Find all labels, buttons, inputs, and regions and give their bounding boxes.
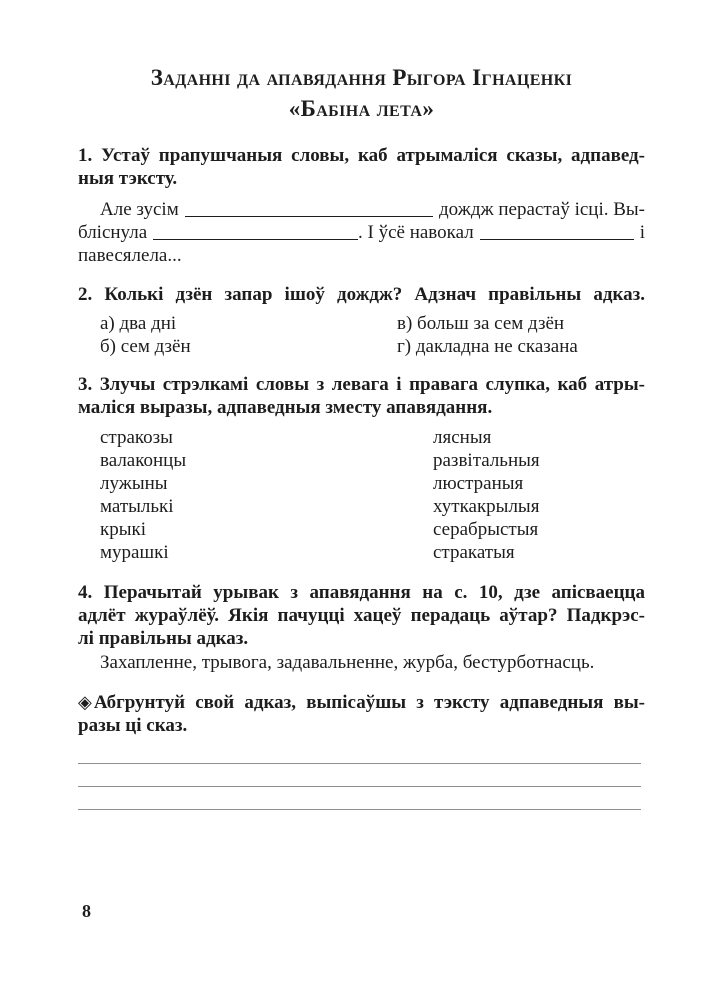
task3-heading-line2: маліся выразы, адпаведныя зместу апавядання. — [78, 397, 493, 418]
task3-right-item: хуткакрылыя — [433, 496, 540, 517]
task1-text-l2-mid: . І ўсё навокал — [358, 222, 474, 243]
task2-heading: 2. Колькі дзён запар ішоў дождж? Адзнач правільны адказ. — [78, 284, 645, 305]
task1-text-l2-end: і — [639, 222, 645, 243]
writing-line — [78, 786, 641, 787]
task1-text-l2-start: бліснула — [78, 222, 148, 243]
task3-left-column — [100, 426, 433, 564]
task3-right-column — [433, 426, 645, 564]
task3-right-item: лясныя — [433, 427, 492, 448]
task3-left-item: лужыны — [100, 473, 168, 494]
extra-task-line1 — [78, 691, 645, 714]
task3-heading-line1: 3. Злучы стрэлкамі словы з левага і правага слупка, каб атры- — [78, 374, 645, 395]
extra-task-text-line1: Абгрунтуй свой адказ, выпісаўшы з тэксту адпаведныя вы- — [93, 692, 645, 713]
page-title-line1: Заданні да апавядання Рыгора Ігнаценкі — [150, 65, 573, 90]
task4-heading-line3: лі правільны адказ. — [78, 628, 249, 649]
task3-right-item: люстраныя — [433, 473, 524, 494]
task3-left-item: крыкі — [100, 519, 147, 540]
task1-blank-2 — [153, 239, 358, 240]
task1-body-line2 — [78, 221, 645, 244]
task1-text-l1-end: дождж перастаў ісці. Вы- — [439, 199, 645, 220]
task3-heading — [78, 373, 645, 419]
task2-option-a: а) два дні — [100, 313, 177, 334]
task3-right-item: стракатыя — [433, 542, 515, 563]
task4-heading-line2: адлёт жураўлёў. Якія пачуцці хацеў перадаць аўтар? Падкрэс- — [78, 605, 645, 626]
task1-body-line1 — [78, 198, 645, 221]
task1-heading-line2: ныя тэксту. — [78, 168, 178, 189]
page-title-line2: «Бабіна лета» — [288, 96, 435, 121]
task3-left-item: мурашкі — [100, 542, 169, 563]
diamond-icon: ◈ — [78, 692, 92, 712]
task3-left-item: стракозы — [100, 427, 173, 448]
task2-option-v: в) больш за сем дзён — [397, 313, 565, 334]
task4-heading — [78, 581, 645, 650]
writing-line — [78, 809, 641, 810]
task3-right-item: развітальныя — [433, 450, 540, 471]
extra-task-heading — [78, 691, 645, 737]
task2-option-b: б) сем дзён — [100, 336, 191, 357]
task1-body-line3: павесялела... — [78, 245, 182, 266]
task1-text-l1-start: Але зусім — [100, 199, 179, 220]
task1-heading-line1: 1. Устаў прапушчаныя словы, каб атрымаліся сказы, адпавед- — [78, 145, 645, 166]
task1-body — [78, 198, 645, 267]
task3-left-item: матылькі — [100, 496, 174, 517]
task3-columns — [78, 426, 645, 564]
task3-left-item: валаконцы — [100, 450, 187, 471]
page-title — [78, 62, 645, 124]
task4-answer-options: Захапленне, трывога, задавальненне, журба, бестурботнасць. — [100, 652, 595, 673]
task1-blank-1 — [185, 216, 433, 217]
task3-right-item: серабрыстыя — [433, 519, 539, 540]
task2-options — [78, 312, 667, 358]
extra-task-line2: разы ці сказ. — [78, 715, 188, 736]
task1-heading — [78, 144, 645, 190]
task1-blank-3 — [480, 239, 634, 240]
task4-heading-line1: 4. Перачытай урывак з апавядання на с. 10, дзе апісваецца — [78, 582, 645, 603]
task2-option-g: г) дакладна не сказана — [397, 336, 578, 357]
page-number: 8 — [82, 901, 91, 921]
writing-line — [78, 763, 641, 764]
